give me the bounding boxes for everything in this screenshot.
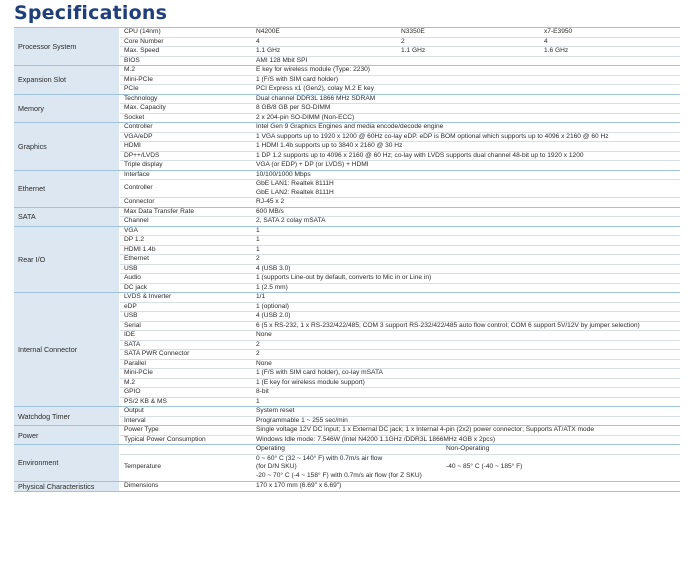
non-operating-header: Non-Operating [446, 445, 490, 452]
spec-label: VGA/eDP [120, 133, 254, 142]
spec-value: 1 [256, 245, 260, 253]
spec-row-interface [120, 171, 680, 180]
spec-value: 600 MB/s [256, 207, 284, 215]
spec-label: LVDS & Inverter [120, 293, 254, 302]
spec-row-audio [120, 273, 680, 283]
spec-label: Channel [120, 217, 254, 226]
category-label: Rear I/O [14, 227, 120, 293]
speed-value-1: 1.1 GHz [256, 47, 281, 54]
spec-row-mini-pcie [120, 368, 680, 378]
spec-value: 10/100/1000 Mbps [256, 170, 311, 178]
spec-row-core-number [120, 37, 680, 47]
non-operating-temp: -40 ~ 85° C (-40 ~ 185° F) [446, 463, 523, 471]
spec-label: Power Type [120, 426, 254, 435]
spec-value: 1 (2.5 mm) [256, 283, 288, 291]
category-label: SATA [14, 208, 120, 226]
spec-label: DP 1.2 [120, 236, 254, 245]
speed-value-3: 1.6 GHz [544, 47, 569, 54]
spec-label: DP++/LVDS [120, 152, 254, 161]
speed-value-2: 1.1 GHz [401, 47, 426, 54]
spec-row-m2 [120, 66, 680, 75]
spec-label: M.2 [120, 379, 254, 388]
cpu-model-3: x7-E3950 [544, 28, 573, 35]
section-processor-system [14, 27, 680, 66]
spec-row-controller [120, 179, 680, 197]
spec-row-cpu [120, 28, 680, 37]
section-sata [14, 208, 680, 227]
page-title: Specifications [14, 2, 168, 24]
lan2-line: GbE LAN2: Realtek 8111H [256, 188, 334, 196]
spec-label: Max. Capacity [120, 104, 254, 113]
spec-row-hdmi [120, 141, 680, 151]
spec-value: None [256, 359, 272, 367]
spec-row-output [120, 407, 680, 416]
spec-row-mini-pcie [120, 75, 680, 85]
spec-value: Dual channel DDR3L 1866 MHz SDRAM [256, 94, 376, 102]
spec-value: RJ-45 x 2 [256, 198, 285, 205]
spec-row-edp [120, 302, 680, 312]
spec-value: 2 [256, 255, 260, 262]
spec-label: VGA [120, 227, 254, 236]
spec-row-parallel [120, 359, 680, 369]
spec-row-sata [120, 340, 680, 350]
spec-row-controller [120, 123, 680, 132]
category-label: Graphics [14, 123, 120, 170]
spec-value: 1/1 [256, 293, 266, 300]
spec-row-power-consumption [120, 435, 680, 445]
spec-row-lvds-inverter [120, 293, 680, 302]
spec-label: Serial [120, 322, 254, 331]
spec-label: HDMI [120, 142, 254, 151]
spec-row-m2 [120, 378, 680, 388]
spec-value: VGA (or EDP) + DP (or LVDS) + HDMI [256, 161, 369, 168]
spec-label: Controller [120, 180, 254, 197]
core-value-3: 4 [544, 37, 548, 45]
spec-row-max-speed [120, 46, 680, 56]
spec-row-interval [120, 416, 680, 426]
spec-value: 2 [256, 350, 260, 357]
operating-temp-line2: (for D/N SKU) [256, 463, 297, 470]
category-label: Power [14, 426, 120, 444]
section-physical-characteristics [14, 482, 680, 492]
spec-row-ide [120, 330, 680, 340]
spec-label: BIOS [120, 57, 254, 66]
spec-value: 1 [256, 236, 260, 243]
spec-row-hdmi [120, 245, 680, 255]
spec-value: System reset [256, 407, 295, 414]
spec-label: Max Data Transfer Rate [120, 208, 254, 217]
category-label: Physical Characteristics [14, 482, 120, 491]
spec-row-socket [120, 113, 680, 123]
section-expansion-slot [14, 66, 680, 95]
spec-label: Controller [120, 123, 254, 132]
spec-row-temperature [120, 454, 680, 481]
spec-label: M.2 [120, 66, 254, 75]
spec-value: 4 (USB 3.0) [256, 264, 291, 272]
spec-row-sata-pwr [120, 349, 680, 359]
spec-label: CPU (14nm) [120, 28, 254, 37]
category-label: Watchdog Timer [14, 407, 120, 425]
specifications-table [14, 27, 680, 492]
spec-row-dimensions [120, 482, 680, 491]
spec-row-bios [120, 56, 680, 66]
spec-row-max-capacity [120, 103, 680, 113]
category-label: Expansion Slot [14, 66, 120, 94]
spec-value: AMI 128 Mbit SPI [256, 56, 308, 64]
spec-value: 1 (supports Line-out by default, converts to Mic in or Line in) [256, 274, 432, 281]
spec-label: USB [120, 312, 254, 321]
spec-value: 8-bit [256, 388, 269, 395]
spec-label: HDMI 1.4b [120, 246, 254, 255]
spec-row-triple-display [120, 160, 680, 170]
spec-row-channel [120, 216, 680, 226]
spec-value: Intel Gen 9 Graphics Engines and media encode/decode engine [256, 123, 444, 130]
spec-row-connector [120, 197, 680, 207]
category-label: Processor System [14, 28, 120, 65]
spec-label: Mini-PCIe [120, 369, 254, 378]
spec-label: Ethernet [120, 255, 254, 264]
spec-value: None [256, 331, 272, 338]
spec-value: 1 [256, 226, 260, 234]
spec-value: 2 x 204-pin SO-DIMM (Non-ECC) [256, 113, 355, 121]
spec-value: 8 GB/8 GB per SO-DIMM [256, 104, 331, 111]
spec-label: Connector [120, 198, 254, 207]
spec-label: DC jack [120, 284, 254, 293]
spec-row-environment-header [120, 445, 680, 454]
spec-value: 1 (F/S with SIM card holder) [256, 75, 339, 83]
spec-label: SATA PWR Connector [120, 350, 254, 359]
section-rear-io [14, 227, 680, 294]
spec-label: GPIO [120, 388, 254, 397]
spec-value: 1 DP 1.2 supports up to 4096 x 2160 @ 60 Hz; co-lay with LVDS supports dual channel 48-bit up to 1920 x 1200 [256, 151, 584, 159]
section-ethernet [14, 171, 680, 208]
category-label: Memory [14, 95, 120, 123]
cpu-model-2: N3350E [401, 28, 425, 35]
spec-row-gpio [120, 387, 680, 397]
spec-label: Audio [120, 274, 254, 283]
spec-label: IDE [120, 331, 254, 340]
section-memory [14, 95, 680, 124]
spec-label: PCIe [120, 85, 254, 94]
section-environment [14, 445, 680, 482]
spec-value: 1 (optional) [256, 302, 289, 310]
spec-row-power-type [120, 426, 680, 435]
spec-value: Single voltage 12V DC input; 1 x External DC jack; 1 x Internal 4-pin (2x2) power connector; Supports AT/ATX mode [256, 426, 595, 433]
spec-row-pcie [120, 84, 680, 94]
spec-label: Temperature [120, 455, 254, 481]
core-value-1: 4 [256, 37, 260, 45]
category-label: Ethernet [14, 171, 120, 207]
spec-row-serial [120, 321, 680, 331]
spec-value: 1 VGA supports up to 1920 x 1200 @ 60Hz co-lay eDP. eDP is BOM optional which supports up to 4096 x 2160 @ 60 Hz [256, 132, 609, 140]
operating-header: Operating [256, 445, 285, 452]
spec-label: SATA [120, 341, 254, 350]
spec-label: Interface [120, 171, 254, 180]
spec-row-technology [120, 95, 680, 104]
section-internal-connector [14, 293, 680, 407]
spec-value: 170 x 170 mm (6.69" x 6.69") [256, 481, 342, 489]
section-watchdog-timer [14, 407, 680, 426]
operating-temp-line1: 0 ~ 60° C (32 ~ 140° F) with 0.7m/s air flow [256, 454, 383, 462]
section-graphics [14, 123, 680, 171]
category-label: Environment [14, 445, 120, 481]
spec-row-usb [120, 311, 680, 321]
spec-label: Typical Power Consumption [120, 436, 254, 445]
spec-row-dp [120, 235, 680, 245]
spec-label: USB [120, 265, 254, 274]
spec-value: 1 (E key for wireless module support) [256, 378, 365, 386]
spec-label: Output [120, 407, 254, 416]
spec-value: E key for wireless module (Type: 2230) [256, 66, 370, 73]
spec-label: Dimensions [120, 482, 254, 491]
spec-value: 2, SATA 2 colay mSATA [256, 217, 326, 224]
core-value-2: 2 [401, 37, 405, 45]
section-power [14, 426, 680, 445]
spec-value: 2 [256, 340, 260, 348]
spec-label: PS/2 KB & MS [120, 398, 254, 407]
cpu-model-1: N4200E [256, 28, 280, 35]
spec-value: 1 [256, 397, 260, 405]
spec-label: Interval [120, 417, 254, 426]
spec-row-vga [120, 227, 680, 236]
category-label: Internal Connector [14, 293, 120, 406]
spec-row-ethernet [120, 254, 680, 264]
spec-label: Socket [120, 114, 254, 123]
spec-row-dc-jack [120, 283, 680, 293]
spec-label: Parallel [120, 360, 254, 369]
lan1-line: GbE LAN1: Realtek 8111H [256, 180, 334, 187]
spec-value: 1 HDMI 1.4b supports up to 3840 x 2160 @ 30 Hz [256, 142, 403, 149]
spec-value: Programmable 1 ~ 255 sec/min [256, 416, 348, 424]
spec-label: Technology [120, 95, 254, 104]
spec-value: PCI Express x1 (Gen2), colay M.2 E key [256, 85, 374, 92]
spec-row-max-transfer-rate [120, 208, 680, 217]
spec-label-empty [120, 445, 254, 454]
spec-label: Max. Speed [120, 47, 254, 56]
spec-value: Windows Idle mode: 7.546W (Intel N4200 1.1GHz /DDR3L 1866MHz 4GB x 2pcs) [256, 435, 496, 443]
spec-label: Core Number [120, 38, 254, 47]
spec-value: 4 (USB 2.0) [256, 312, 291, 319]
spec-value: 1 (F/S with SIM card holder), co-lay mSATA [256, 369, 383, 376]
spec-row-dp-lvds [120, 151, 680, 161]
spec-row-ps2 [120, 397, 680, 407]
spec-row-usb [120, 264, 680, 274]
operating-temp-line3: -20 ~ 70° C (-4 ~ 158° F) with 0.7m/s air flow (for Z SKU) [256, 471, 422, 479]
spec-label: Mini-PCIe [120, 76, 254, 85]
spec-value [254, 180, 680, 197]
spec-row-vga-edp [120, 132, 680, 142]
spec-label: Triple display [120, 161, 254, 170]
spec-value: 6 (5 x RS-232, 1 x RS-232/422/485; COM 3 support RS-232/422/485 auto flow control; COM 6 support 5V/12V by jumper selection) [256, 321, 640, 329]
spec-label: eDP [120, 303, 254, 312]
